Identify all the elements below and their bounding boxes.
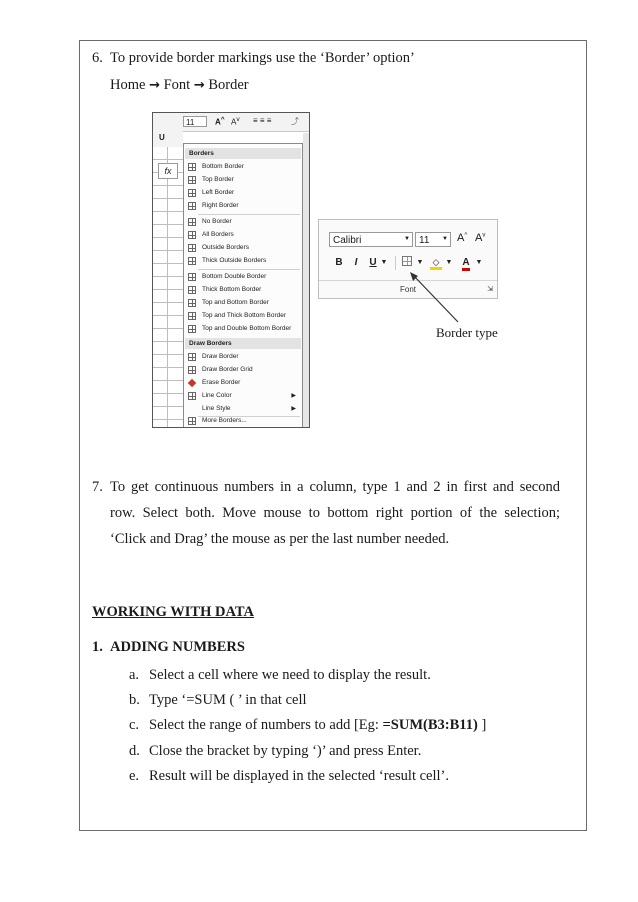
menu-separator [198, 214, 300, 215]
shrink-font-icon: $A^v$ [475, 232, 486, 244]
submenu-arrow-icon: ▶ [291, 393, 296, 399]
menu-top-border[interactable]: Top Border [188, 174, 300, 186]
menu-thick-outside-borders[interactable]: Thick Outside Borders [188, 255, 300, 267]
font-color-icon: A [459, 256, 473, 270]
outside-borders-icon [188, 244, 196, 252]
chevron-down-icon: ▼ [416, 259, 424, 266]
grow-font-icon: A^ [215, 116, 225, 127]
thick-bottom-border-icon [188, 286, 196, 294]
font-name-box: Calibri ▼ [329, 232, 413, 247]
step-text: Select a cell where we need to display the result. [149, 667, 431, 683]
menu-thick-bottom-border[interactable]: Thick Bottom Border [188, 284, 300, 296]
menu-left-border[interactable]: Left Border [188, 187, 300, 199]
orientation-icon: ⤴ [291, 117, 299, 126]
no-border-icon [188, 218, 196, 226]
item6-path [110, 76, 249, 95]
menu-all-borders[interactable]: All Borders [188, 229, 300, 241]
menu-separator [198, 269, 300, 270]
arrow-icon: → [193, 78, 205, 93]
chevron-down-icon: ▼ [380, 259, 388, 266]
font-size-box: 11 [183, 116, 207, 127]
borders-dropdown-image [152, 112, 310, 428]
fx-icon: fx [158, 163, 178, 179]
grow-font-icon: A^ [457, 232, 468, 244]
eraser-icon [188, 379, 196, 387]
step-letter: c. [129, 717, 140, 733]
sum-formula: =SUM(B3:B11) [382, 717, 478, 733]
step-text: Type ‘=SUM ( ’ in that cell [149, 692, 307, 708]
grid-pencil-icon [188, 366, 196, 374]
fill-color-icon: ◇ [429, 256, 443, 270]
underline-icon: U [369, 257, 377, 268]
chevron-down-icon: ▼ [475, 259, 483, 266]
line-color-icon [188, 392, 196, 400]
top-bottom-border-icon [188, 299, 196, 307]
bottom-border-icon [188, 163, 196, 171]
align-icons: ≡ ≡ ≡ [253, 116, 272, 125]
borders-menu [183, 143, 303, 428]
menu-right-border[interactable]: Right Border [188, 200, 300, 212]
item7-line2: row. Select both. Move mouse to bottom right portion of the selection; [110, 505, 560, 521]
menu-top-and-bottom-border[interactable]: Top and Bottom Border [188, 297, 300, 309]
menu-line-style[interactable]: Line Style ▶ [188, 403, 300, 415]
item7-line3: ‘Click and Drag’ the mouse as per the last number needed. [110, 531, 450, 547]
borders-heading: Borders [185, 148, 301, 159]
callout-arrow [400, 270, 470, 330]
ribbon-strip-2 [153, 131, 183, 147]
draw-borders-heading: Draw Borders [185, 338, 301, 349]
chevron-down-icon: ▼ [445, 259, 453, 266]
step-text: Select the range of numbers to add [Eg: =SUM(B3:B11) ] [149, 717, 487, 733]
step-text: Close the bracket by typing ‘)’ and press Enter. [149, 743, 422, 759]
menu-more-borders[interactable]: More Borders... [188, 415, 300, 427]
menu-top-and-double-bottom-border[interactable]: Top and Double Bottom Border [188, 323, 300, 335]
left-border-icon [188, 189, 196, 197]
right-border-icon [188, 202, 196, 210]
step-letter: a. [129, 667, 140, 683]
menu-bottom-double-border[interactable]: Bottom Double Border [188, 271, 300, 283]
all-borders-icon [188, 231, 196, 239]
step-text: Result will be displayed in the selected ‘result cell’. [149, 768, 449, 784]
dialog-launcher-icon: ⇲ [487, 286, 493, 293]
chevron-down-icon: ▼ [442, 236, 448, 242]
item6-text: To provide border markings use the ‘Border’ option’ [110, 50, 415, 66]
subsection-title: ADDING NUMBERS [110, 639, 245, 655]
item7-number: 7. [92, 479, 103, 495]
top-double-bottom-border-icon [188, 325, 196, 333]
menu-bottom-border[interactable]: Bottom Border [188, 161, 300, 173]
border-icon [401, 256, 413, 270]
item6-number: 6. [92, 50, 103, 66]
arrow-icon: → [149, 78, 160, 93]
path-border: Border [208, 77, 249, 93]
font-size-box: 11 ▼ [415, 232, 451, 247]
menu-top-and-thick-bottom-border[interactable]: Top and Thick Bottom Border [188, 310, 300, 322]
divider [395, 256, 396, 270]
subsection-number: 1. [92, 639, 103, 655]
font-group-label: Font ⇲ [319, 280, 497, 298]
path-home: Home [110, 77, 146, 93]
menu-draw-border-grid[interactable]: Draw Border Grid [188, 364, 300, 376]
sheet-grid-line [167, 147, 168, 427]
step-letter: d. [129, 743, 140, 759]
top-border-icon [188, 176, 196, 184]
underline-icon: U [159, 133, 165, 142]
section-heading: WORKING WITH DATA [92, 604, 254, 620]
top-thick-bottom-border-icon [188, 312, 196, 320]
border-type-callout: Border type [436, 325, 498, 340]
chevron-down-icon: ▼ [404, 236, 410, 242]
path-font: Font [163, 77, 191, 93]
menu-erase-border[interactable]: Erase Border [188, 377, 300, 389]
more-borders-icon [188, 417, 196, 425]
bold-icon: B [335, 257, 343, 268]
sheet-edge [303, 133, 309, 427]
sheet-grid [153, 147, 183, 427]
menu-line-color[interactable]: Line Color ▶ [188, 390, 300, 402]
item7-line1: To get continuous numbers in a column, type 1 and 2 in first and second [110, 479, 560, 495]
ribbon-strip [153, 113, 309, 132]
menu-draw-border[interactable]: Draw Border [188, 351, 300, 363]
italic-icon: I [354, 257, 358, 268]
menu-no-border[interactable]: No Border [188, 216, 300, 228]
shrink-font-icon: $A^v$ [231, 116, 240, 127]
thick-outside-borders-icon [188, 257, 196, 265]
bottom-double-border-icon [188, 273, 196, 281]
submenu-arrow-icon: ▶ [291, 406, 296, 412]
menu-outside-borders[interactable]: Outside Borders [188, 242, 300, 254]
pencil-icon [188, 353, 196, 361]
step-letter: e. [129, 768, 140, 784]
step-letter: b. [129, 692, 140, 708]
